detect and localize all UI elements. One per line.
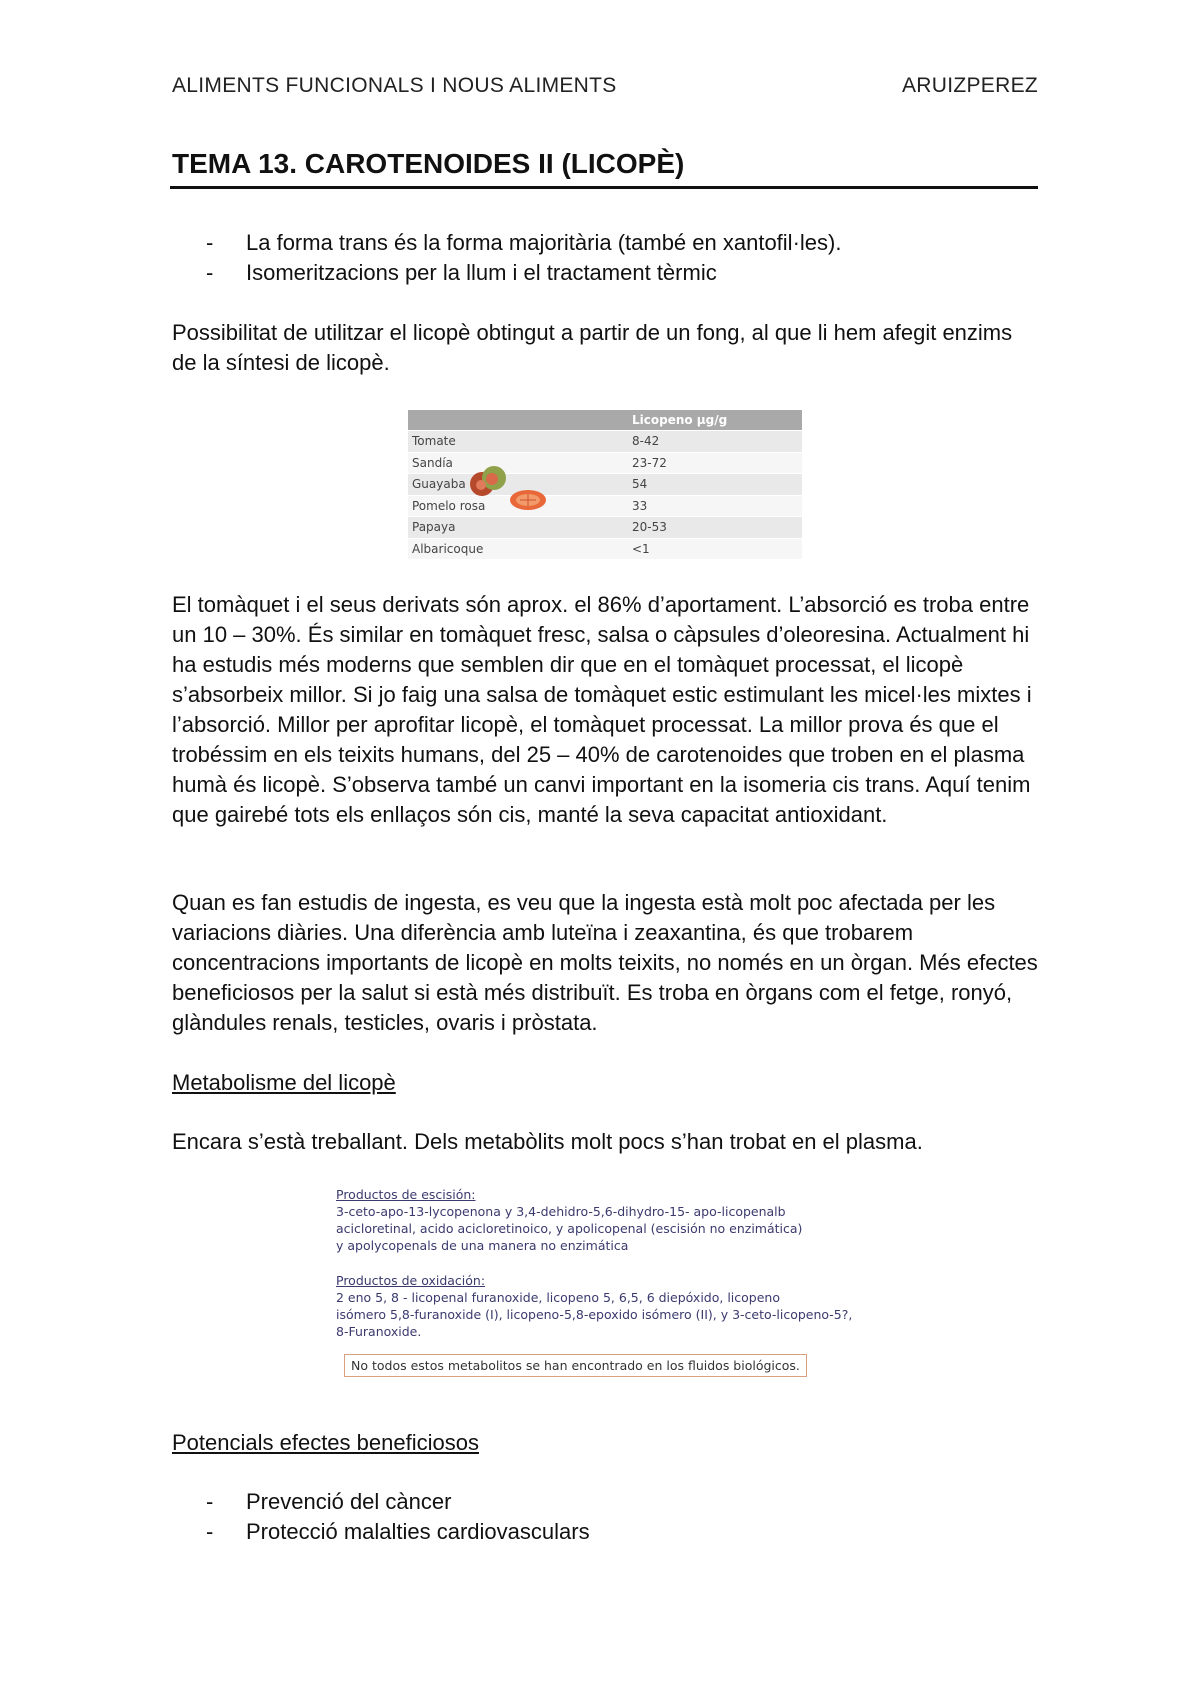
table-row: Sandía 23-72 bbox=[408, 452, 802, 474]
table-row: Guayaba 54 bbox=[408, 474, 802, 496]
paragraph-tomaquet: El tomàquet i el seus derivats són aprox. el 86% d’aportament. L’absorció es troba entre un 10 – 30%. És similar en tomàquet fresc, salsa o càpsules d’oleoresina. Actualment hi ha estudis més moderns que semblen dir que en el tomàquet processat, el licopè s’absorbeix millor. Si jo faig una salsa de tomàquet estic estimulant les micel·les mixtes i l’absorció. Millor per aprofitar licopè, el tomàquet processat. La millor prova és que el trobéssim en els teixits humans, del 25 – 40% de carotenoides que troben en el plasma humà és licopè. S’observa també un canvi important en la isomeria cis trans. Aquí tenim que gairebé tots els enllaços són cis, manté la seva capacitat antioxidant. bbox=[172, 592, 1032, 827]
table-row: Pomelo rosa 33 bbox=[408, 495, 802, 517]
table-row: Papaya 20-53 bbox=[408, 517, 802, 539]
paragraph-fong: Possibilitat de utilitzar el licopè obtingut a partir de un fong, al que li hem afegit enzims de la síntesi de licopè. bbox=[172, 320, 1013, 375]
oxidation-line: 8-Furanoxide. bbox=[336, 1324, 422, 1339]
excision-line: acicloretinal, acido acicloretinoico, y apolicopenal (escisión no enzimática) bbox=[336, 1221, 803, 1236]
list-item: - La forma trans és la forma majoritària (també en xantofil·les). bbox=[206, 230, 842, 255]
oxidation-heading: Productos de oxidación: bbox=[336, 1273, 486, 1288]
header-author: ARUIZPEREZ bbox=[901, 74, 1038, 97]
running-header bbox=[172, 74, 1038, 98]
table-row: Tomate 8-42 bbox=[408, 431, 802, 453]
heading-metabolisme: Metabolisme del licopè bbox=[172, 1070, 396, 1095]
list-item: - Prevenció del càncer bbox=[206, 1489, 452, 1514]
page-title: TEMA 13. CAROTENOIDES II (LICOPÈ) bbox=[172, 148, 685, 179]
metabolites-figure bbox=[336, 1186, 896, 1377]
heading-efectes: Potencials efectes beneficiosos bbox=[172, 1430, 479, 1455]
oxidation-line: 2 eno 5, 8 - licopenal furanoxide, licopeno 5, 6,5, 6 diepóxido, licopeno bbox=[336, 1290, 780, 1305]
list-item: - Protecció malalties cardiovasculars bbox=[206, 1519, 590, 1544]
paragraph-metabolisme: Encara s’està treballant. Dels metabòlits molt pocs s’han trobat en el plasma. bbox=[172, 1129, 923, 1154]
excision-heading: Productos de escisión: bbox=[336, 1187, 476, 1202]
excision-line: y apolycopenals de una manera no enzimática bbox=[336, 1238, 629, 1253]
table-header-lycopene: Licopeno µg/g bbox=[628, 410, 802, 431]
oxidation-line: isómero 5,8-furanoxide (I), licopeno-5,8-epoxido isómero (II), y 3-ceto-licopeno-5?, bbox=[336, 1307, 853, 1322]
list-item: - Isomeritzacions per la llum i el tractament tèrmic bbox=[206, 260, 717, 285]
title-underline bbox=[170, 186, 1038, 189]
grapefruit-icon bbox=[508, 486, 548, 512]
table-row: Albaricoque <1 bbox=[408, 538, 802, 559]
paragraph-ingesta: Quan es fan estudis de ingesta, es veu que la ingesta està molt poc afectada per les variacions diàries. Una diferència amb luteïna i zeaxantina, és que trobarem concentracions importants de licopè en molts teixits, no només en un òrgan. Més efectes beneficiosos per la salut si està més distribuït. Es troba en òrgans com el fetge, ronyó, glàndules renals, testicles, ovaris i pròstata. bbox=[172, 890, 1038, 1035]
guava-fruit-icon bbox=[468, 462, 508, 500]
bottom-bullet-list bbox=[172, 1487, 1042, 1547]
metabolites-note: No todos estos metabolitos se han encontrado en los fluidos biológicos. bbox=[344, 1354, 807, 1377]
header-course: ALIMENTS FUNCIONALS I NOUS ALIMENTS bbox=[172, 74, 617, 97]
table-header-empty bbox=[408, 410, 628, 431]
top-bullet-list bbox=[172, 228, 1042, 288]
excision-line: 3-ceto-apo-13-lycopenona y 3,4-dehidro-5,6-dihydro-15- apo-licopenalb bbox=[336, 1204, 786, 1219]
